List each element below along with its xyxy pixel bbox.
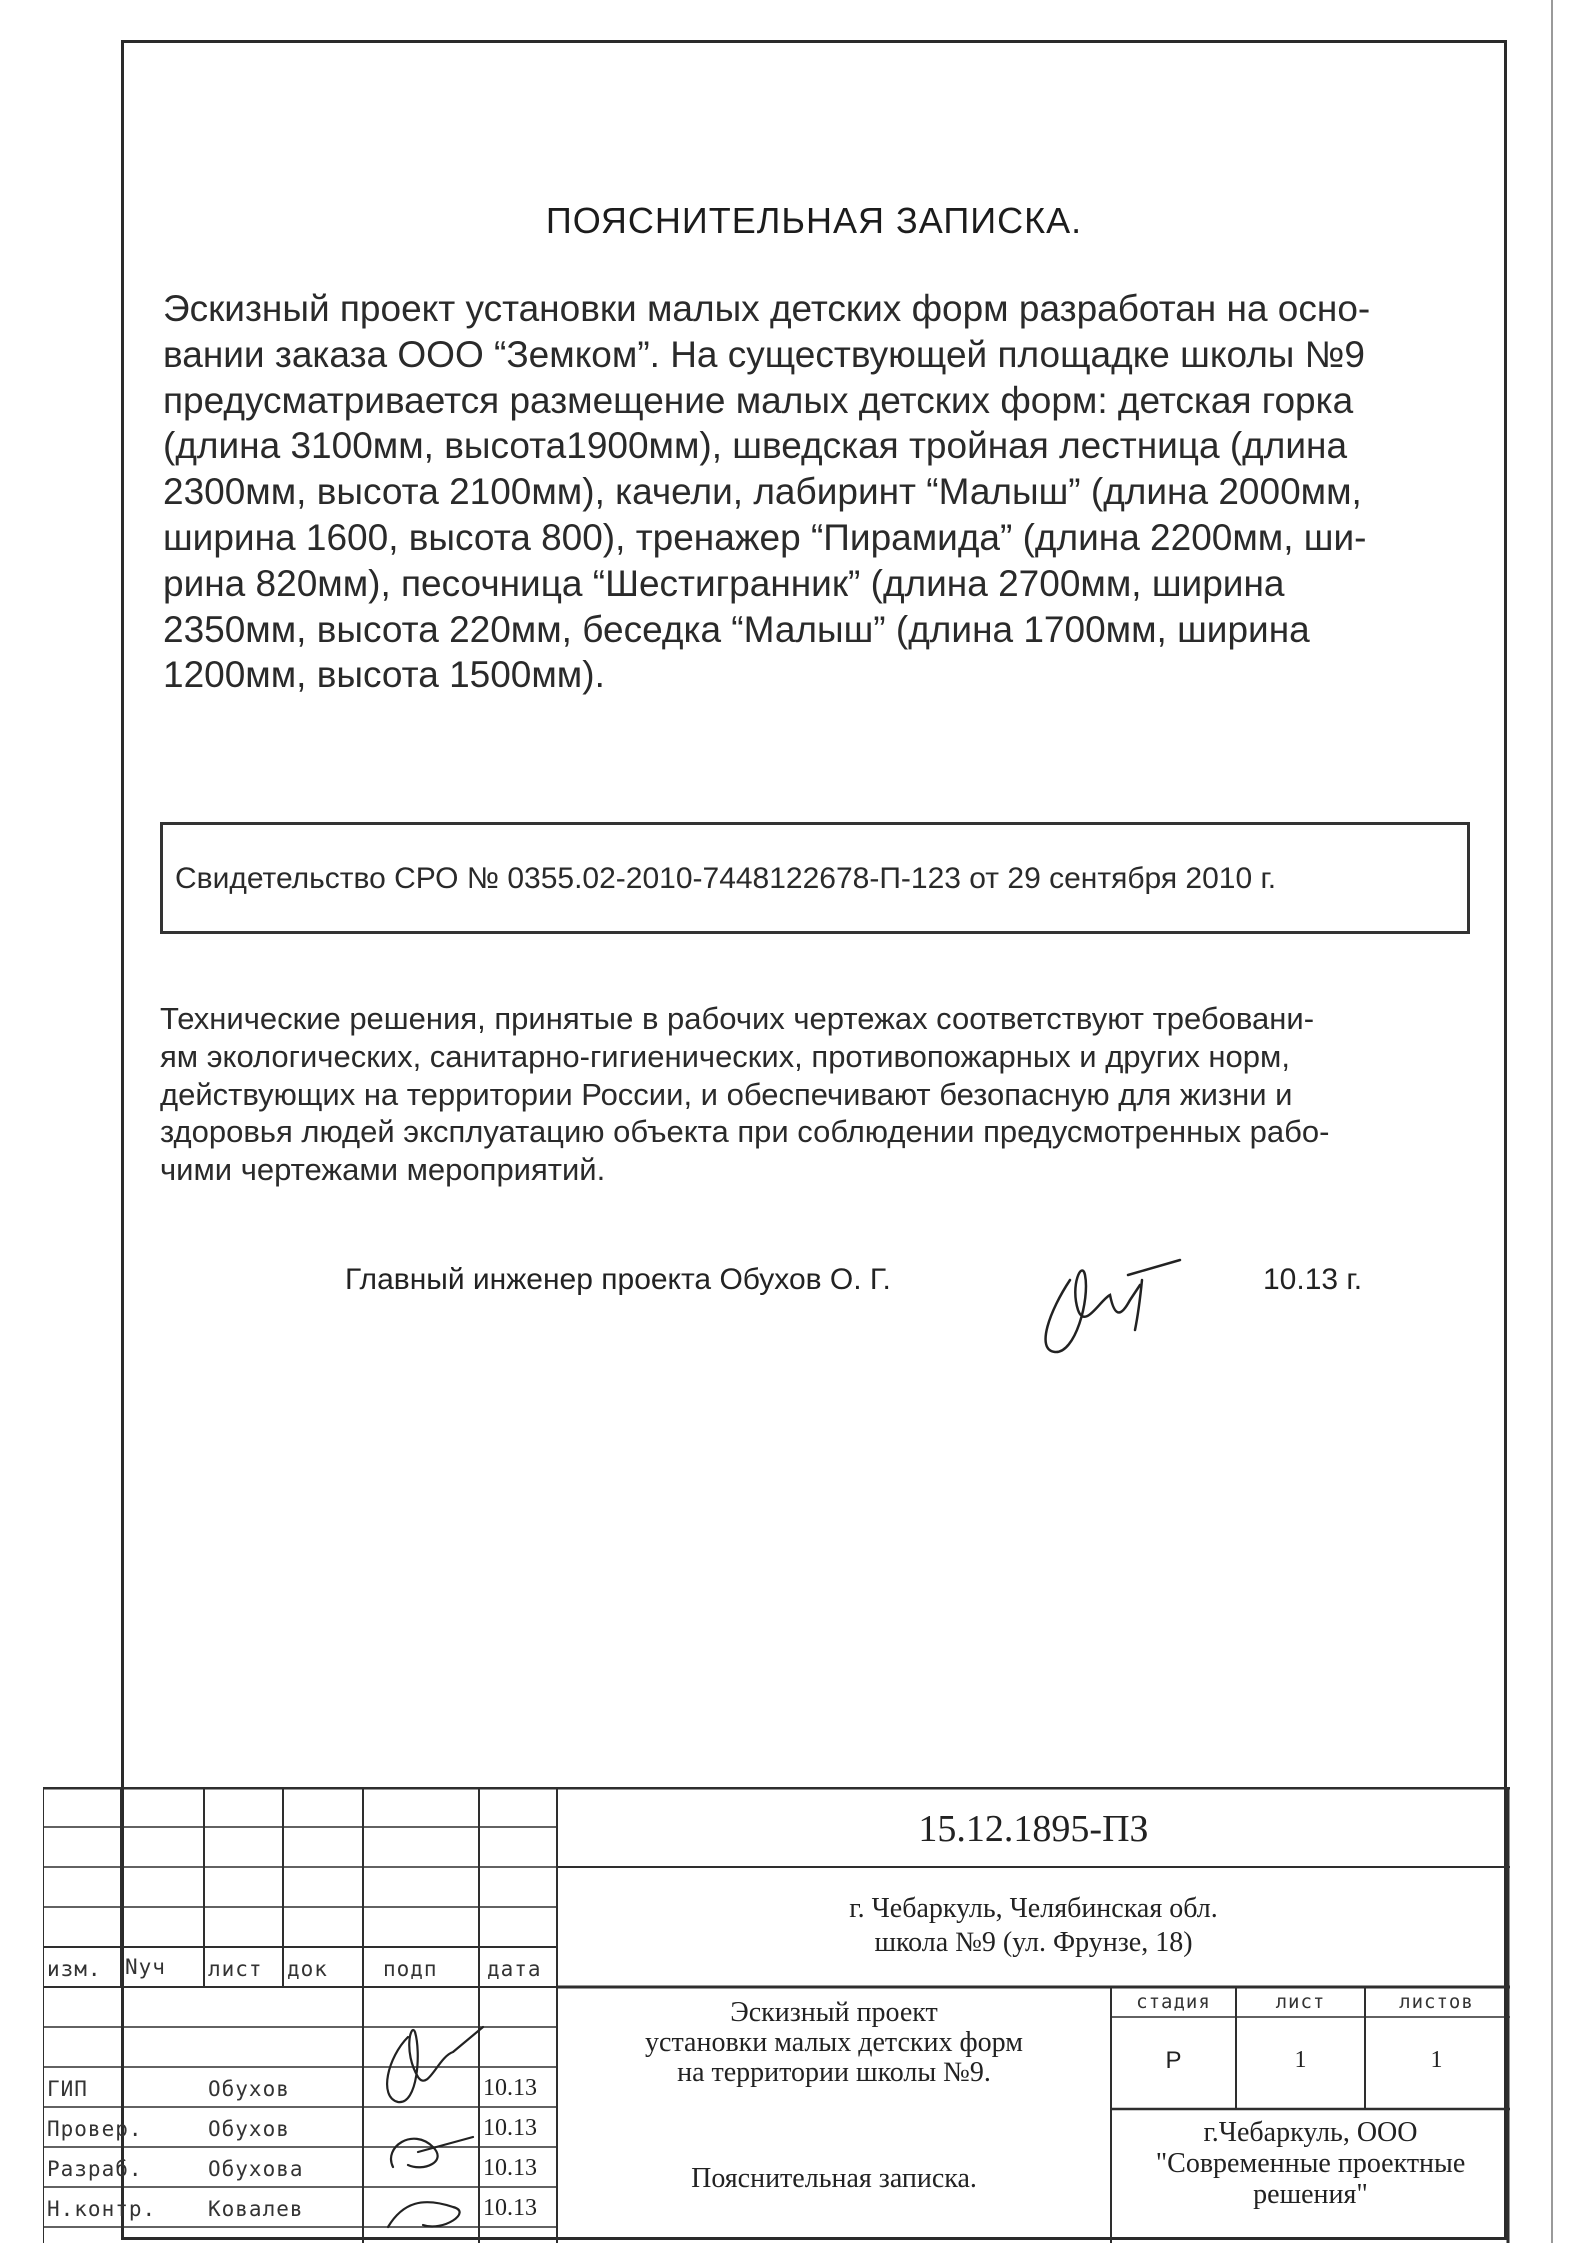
project-name-line-1: Эскизный проект: [730, 1997, 938, 2028]
project-name-line-3: на территории школы №9.: [677, 2057, 991, 2088]
sheet-header: лист: [1275, 1991, 1326, 2013]
location-line-1: г. Чебаркуль, Челябинская обл.: [849, 1893, 1218, 1924]
statement-line: чими чертежами мероприятий.: [160, 1152, 606, 1188]
scan-edge-line: [1551, 0, 1553, 2243]
sheets-header: листов: [1399, 1991, 1474, 2013]
paragraph-line: 1200мм, высота 1500мм).: [163, 654, 605, 696]
document-code: 15.12.1895-ПЗ: [918, 1808, 1149, 1850]
header-data: дата: [487, 1957, 542, 1981]
organization-line-2: "Современные проектные: [1155, 2148, 1466, 2179]
paragraph-line: 2350мм, высота 220мм, беседка “Малыш” (длина 1700мм, ширина: [163, 608, 1310, 650]
description-paragraph: [163, 286, 1463, 698]
stamp-signatures: [363, 1997, 503, 2243]
header-izm: изм.: [47, 1957, 102, 1981]
name-nkontr: Ковалев: [208, 2197, 304, 2221]
paragraph-line: рина 820мм), песочница “Шестигранник” (длина 2700мм, ширина: [163, 562, 1285, 604]
role-nkontr: Н.контр.: [47, 2197, 157, 2221]
document-title: ПОЯСНИТЕЛЬНАЯ ЗАПИСКА.: [545, 200, 1083, 241]
name-prover: Обухов: [208, 2117, 290, 2141]
statement-line: Технические решения, принятые в рабочих чертежах соответствуют требовани-: [160, 1001, 1315, 1036]
organization-line-3: решения": [1253, 2179, 1368, 2210]
role-gip: ГИП: [47, 2077, 88, 2101]
paragraph-line: предусматривается размещение малых детских форм: детская горка: [163, 379, 1354, 421]
handwritten-signature: [1030, 1240, 1190, 1370]
stage-header: стадия: [1136, 1991, 1211, 2013]
paragraph-line: ширина 1600, высота 800), тренажер “Пирамида” (длина 2200мм, ши-: [163, 516, 1367, 558]
header-nuch: Nуч: [125, 1955, 166, 1979]
date-gip: 10.13: [483, 2075, 537, 2101]
certificate-text: Свидетельство СРО № 0355.02-2010-7448122678-П-123 от 29 сентября 2010 г.: [175, 862, 1277, 895]
paragraph-line: (длина 3100мм, высота1900мм), шведская тройная лестница (длина: [163, 425, 1348, 467]
chief-engineer-signer: Главный инженер проекта Обухов О. Г.: [345, 1263, 891, 1296]
date-prover: 10.13: [483, 2115, 537, 2141]
date-razrab: 10.13: [483, 2155, 537, 2181]
header-dok: док: [287, 1957, 328, 1981]
header-podp: подп: [383, 1957, 438, 1981]
title-block: [43, 1787, 1510, 2243]
name-gip: Обухов: [208, 2077, 290, 2101]
organization-line-1: г.Чебаркуль, ООО: [1203, 2117, 1418, 2148]
statement-line: здоровья людей эксплуатацию объекта при соблюдении предусмотренных рабо-: [160, 1114, 1330, 1150]
signature-date: 10.13 г.: [1263, 1263, 1363, 1296]
technical-statement: [160, 1000, 1460, 1189]
document-name: Пояснительная записка.: [691, 2163, 977, 2194]
paragraph-line: вании заказа ООО “Земком”. На существующей площадке школы №9: [163, 333, 1365, 375]
role-prover: Провер.: [47, 2117, 143, 2141]
header-list: лист: [208, 1957, 263, 1981]
location-line-2: школа №9 (ул. Фрунзе, 18): [874, 1927, 1193, 1958]
name-razrab: Обухова: [208, 2157, 304, 2181]
stage-value: Р: [1165, 2047, 1182, 2074]
statement-line: действующих на территории России, и обеспечивают безопасную для жизни и: [160, 1076, 1293, 1112]
project-name-line-2: установки малых детских форм: [645, 2027, 1023, 2058]
paragraph-line: 2300мм, высота 2100мм), качели, лабиринт “Малыш” (длина 2000мм,: [163, 471, 1362, 513]
statement-line: ям экологических, санитарно-гигиенических, противопожарных и других норм,: [160, 1038, 1290, 1074]
role-razrab: Разраб.: [47, 2157, 143, 2181]
sheets-value: 1: [1430, 2047, 1443, 2073]
paragraph-line: Эскизный проект установки малых детских форм разработан на осно-: [163, 288, 1371, 329]
sheet-value: 1: [1294, 2047, 1307, 2073]
date-nkontr: 10.13: [483, 2195, 537, 2221]
